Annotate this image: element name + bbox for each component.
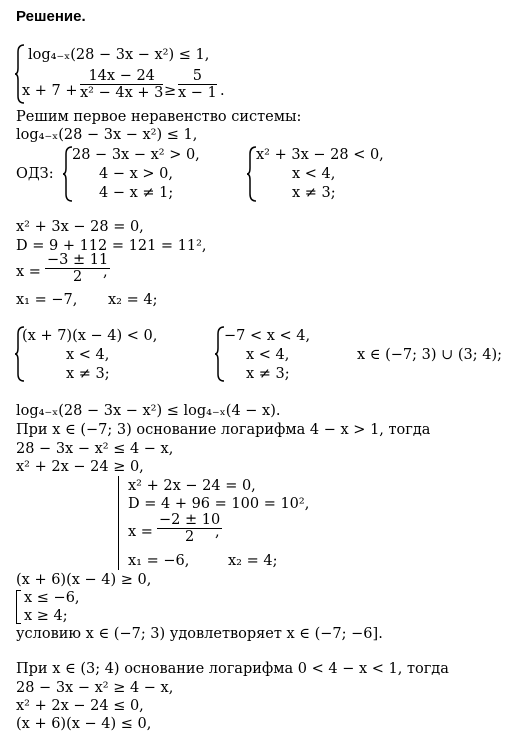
system-4-line-2: x < 4, [246, 347, 290, 363]
odz-sys1-line-3: 4 − x ≠ 1; [99, 185, 174, 201]
system-line-1: log₄₋ₓ(28 − 3x − x²) ≤ 1, [28, 47, 210, 63]
system-fraction-1 [80, 68, 163, 101]
system-dot: . [220, 83, 225, 99]
root-formula-suffix: , [103, 264, 108, 280]
case-2-ineq-2: x² + 2x − 24 ≤ 0, [16, 698, 144, 714]
odz-sys1-line-2: 4 − x > 0, [99, 166, 173, 182]
root-formula-2-suffix: , [215, 524, 220, 540]
case-2-ineq-3: (x + 6)(x − 4) ≤ 0, [16, 716, 152, 732]
intro-text: Решим первое неравенство системы: [16, 109, 302, 125]
odz-sys1-line-1: 28 − 3x − x² > 0, [72, 147, 200, 163]
odz-sys2-line-1: x² + 3x − 28 < 0, [256, 147, 384, 163]
fraction-denominator: 2 [72, 269, 83, 285]
system-3-line-1: (x + 7)(x − 4) < 0, [22, 328, 158, 344]
root-x1: x₁ = −7, [16, 292, 78, 308]
root-formula-fraction [45, 252, 110, 285]
root-2-x2: x₂ = 4; [228, 553, 278, 569]
inequality-1: log₄₋ₓ(28 − 3x − x²) ≤ 1, [16, 127, 198, 143]
factored-inequality-1: (x + 6)(x − 4) ≥ 0, [16, 572, 152, 588]
root-formula-2-fraction [157, 512, 222, 545]
case-1-text: При x ∈ (−7; 3) основание логарифма 4 − x > 1, тогда [16, 422, 431, 438]
system-4-line-3: x ≠ 3; [246, 366, 290, 382]
union-line-1: x ≤ −6, [24, 590, 80, 606]
fraction-numerator: 5 [178, 68, 217, 85]
union-line-2: x ≥ 4; [24, 608, 68, 624]
root-formula-2-prefix: x = [128, 524, 153, 540]
quadratic-1-discriminant: D = 9 + 112 = 121 = 11², [16, 238, 207, 254]
fraction-denominator: x − 1 [178, 85, 217, 101]
interval-result-1: x ∈ (−7; 3) ∪ (3; 4); [357, 347, 503, 363]
system-3-line-2: x < 4, [66, 347, 110, 363]
fraction-numerator: −2 ± 10 [159, 512, 221, 528]
fraction-denominator: 2 [184, 529, 195, 545]
case-1-ineq-1: 28 − 3x − x² ≤ 4 − x, [16, 441, 174, 457]
solution-title: Решение. [16, 8, 86, 25]
case-2-text: При x ∈ (3; 4) основание логарифма 0 < 4 − x < 1, тогда [16, 661, 449, 677]
quadratic-2-discriminant: D = 4 + 96 = 100 = 10², [128, 496, 310, 512]
fraction-numerator: −3 ± 11 [47, 252, 109, 268]
odz-sys2-line-2: x < 4, [292, 166, 336, 182]
union-bracket [16, 590, 21, 624]
log-inequality: log₄₋ₓ(28 − 3x − x²) ≤ log₄₋ₓ(4 − x). [16, 403, 281, 419]
system-line-2-start: x + 7 + [22, 83, 78, 99]
case-2-ineq-1: 28 − 3x − x² ≥ 4 − x, [16, 680, 174, 696]
root-x2: x₂ = 4; [108, 292, 158, 308]
fraction-numerator: 14x − 24 [80, 68, 163, 85]
quadratic-1-equation: x² + 3x − 28 = 0, [16, 219, 144, 235]
odz-label: ОДЗ: [16, 166, 54, 182]
root-formula-prefix: x = [16, 264, 41, 280]
system-4-line-1: −7 < x < 4, [224, 328, 311, 344]
quadratic-2-equation: x² + 2x − 24 = 0, [128, 478, 256, 494]
sub-block-bar [118, 476, 119, 570]
odz-sys2-line-3: x ≠ 3; [292, 185, 336, 201]
geq-sign: ≥ [164, 83, 177, 99]
root-2-x1: x₁ = −6, [128, 553, 190, 569]
case-1-ineq-2: x² + 2x − 24 ≥ 0, [16, 459, 144, 475]
system-fraction-2 [178, 68, 217, 101]
fraction-denominator: x² − 4x + 3 [80, 85, 164, 101]
system-3-line-3: x ≠ 3; [66, 366, 110, 382]
condition-result-1: условию x ∈ (−7; 3) удовлетворяет x ∈ (−7; −6]. [16, 626, 383, 642]
